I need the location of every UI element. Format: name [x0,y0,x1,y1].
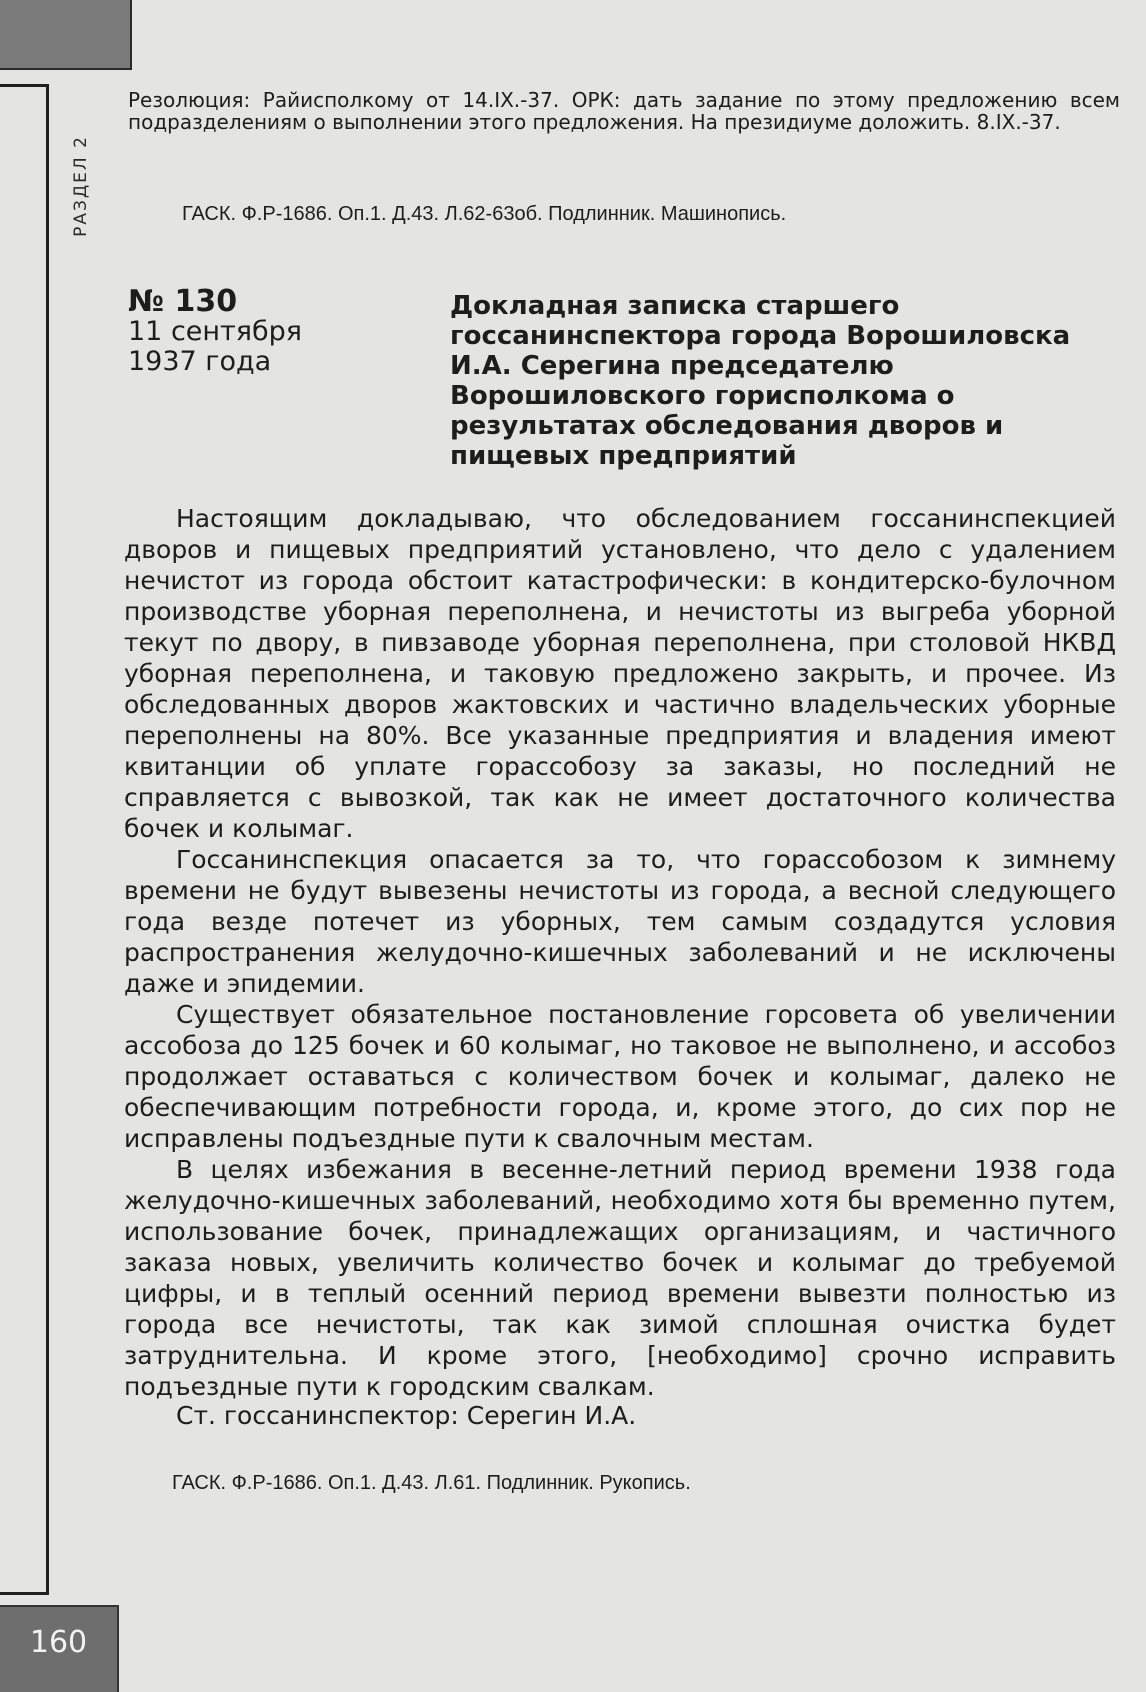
margin-frame-rule [0,84,49,1595]
document-number: № 130 [128,284,238,319]
page-number-box [0,1605,119,1692]
signature: Ст. госсанинспектор: Серегин И.А. [176,1401,637,1430]
corner-block [0,0,132,70]
body-paragraph: Существует обязательное постановление горсовета об увеличении ассобоза до 125 бочек и 60 колымаг, но таковое не выполнено, и ассобоз продолжает оставаться с количеством бочек и колымаг, далеко не обеспечивающим потребности города, и, кроме этого, до сих пор не исправлены подъездные пути к свалочным местам. [124,1000,1116,1153]
document-title: Докладная записка старшего госсанинспектора города Ворошиловска И.А. Серегина председателю Ворошиловского горисполкома о результатах обследования дворов и пищевых предприятий [450,291,1071,471]
document-date [128,317,302,377]
body-paragraph: В целях избежания в весенне-летний период времени 1938 года желудочно-кишечных заболеваний, необходимо хотя бы временно путем, использование бочек, принадлежащих организациям, и частичного заказа новых, увеличить количество бочек и колымаг до требуемой цифры, и в теплый осенний период времени вывезти полностью из города все нечистоты, так как зимой сплошная очистка будет затруднительна. И кроме этого, [необходимо] срочно исправить подъездные пути к городским свалкам. [124,1155,1116,1401]
document-body [124,503,1116,1402]
document-date-year: 1937 года [128,346,272,377]
section-label: РАЗДЕЛ 2 [71,135,91,237]
page-number: 160 [29,1625,88,1660]
body-paragraph: Госсанинспекция опасается за то, что горассобозом к зимнему времени не будут вывезены нечистоты из города, а весной следующего года везде потечет из уборных, тем самым создадутся условия распространения желудочно-кишечных заболеваний и не исключены даже и эпидемии. [124,845,1116,998]
body-paragraph: Настоящим докладываю, что обследованием госсанинспекцией дворов и пищевых предприятий установлено, что дело с удалением нечистот из города обстоит катастрофически: в кондитерско-булочном производстве уборная переполнена, и нечистоты из выгреба уборной текут по двору, в пивзаводе уборная переполнена, при столовой НКВД уборная переполнена, и таковую предложено закрыть, и прочее. Из обследованных дворов жактовских и частично владельческих уборные переполнены на 80%. Все указанные предприятия и владения имеют квитанции об уплате горассобозу за заказы, но последний не справляется с вывозкой, так как не имеет достаточного количества бочек и колымаг. [124,504,1116,843]
document-date-day: 11 сентября [128,316,303,347]
resolution-archive-source: ГАСК. Ф.Р-1686. Оп.1. Д.43. Л.62-63об. Подлинник. Машинопись. [182,203,787,225]
resolution-text: Резолюция: Райисполкому от 14.IX.-37. ОРК: дать задание по этому предложению всем подразделениям о выполнении этого предложения. На президиуме доложить. 8.IX.-37. [128,88,1120,134]
document-archive-source: ГАСК. Ф.Р-1686. Оп.1. Д.43. Л.61. Подлинник. Рукопись. [172,1472,691,1494]
